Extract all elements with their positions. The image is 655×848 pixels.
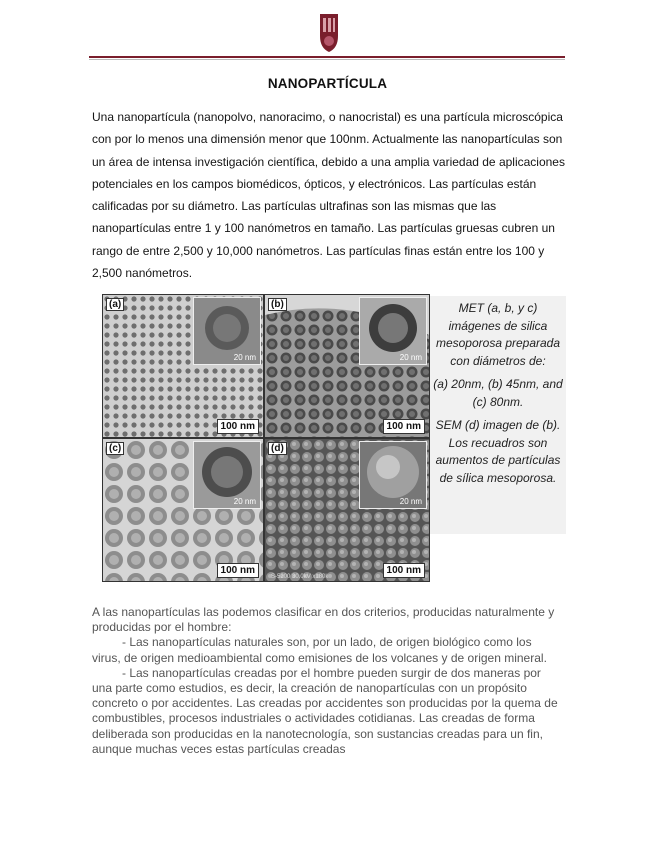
caption-line-2: (a) 20nm, (b) 45nm, and (c) 80nm. [433,377,563,409]
panel-c-scale-bar: 100 nm [217,563,259,578]
panel-c-label: (c) [106,442,124,455]
panel-d [264,438,430,582]
institution-crest-icon [316,12,342,54]
page-title: NANOPARTÍCULA [267,76,388,91]
caption-line-1: MET (a, b, y c) imágenes de silica mesoporosa preparada con diámetros de: [435,301,561,368]
manmade-nanoparticles-item: - Las nanopartículas creadas por el hombre pueden surgir de dos maneras por una parte como estudios, es decir, la creación de nanopartículas con un propósito concreto o por accidentes. Las creadas por accidentes son producidas por la quema de combustibles, procesos industriales o actividades cotidianas. Las creadas de forma deliberada son producidas en la nanotecnología, son sustancias creadas para un fin, aunque muchas veces estas partículas creadas [92,665,558,756]
header-rule-thin [89,59,565,60]
panel-c [102,438,264,582]
classification-intro: A las nanopartículas las podemos clasificar en dos criterios, producidas naturalmente y producidas por el hombre: [92,605,555,635]
panel-b [264,294,430,438]
panel-d-label: (d) [268,442,287,455]
natural-nanoparticles-item: - Las nanopartículas naturales son, por un lado, de origen biológico como los virus, de origen medioambiental como emisiones de los volcanes y de origen mineral. [92,635,547,665]
panel-c-inset [193,441,261,509]
panel-a-inset-scale: 20 nm [233,353,256,362]
panel-a-label: (a) [106,298,124,311]
panel-b-inset-scale: 20 nm [399,353,422,362]
panel-a-inset [193,297,261,365]
classification-section [92,605,562,757]
header-rule [89,56,565,58]
panel-d-instrument-text: S-5200 30.0kV x180k [271,574,329,580]
caption-line-3: SEM (d) imagen de (b). Los recuadros son aumentos de partículas de sílica mesoporosa. [435,418,561,485]
figure-caption [430,296,566,534]
panel-d-scale-bar: 100 nm [383,563,425,578]
micrograph-figure [102,294,428,581]
panel-d-inset-scale: 20 nm [399,497,422,506]
panel-a [102,294,264,438]
panel-b-inset [359,297,427,365]
panel-b-scale-bar: 100 nm [383,419,425,434]
panel-a-scale-bar: 100 nm [217,419,259,434]
intro-paragraph: Una nanopartícula (nanopolvo, nanoracimo, o nanocristal) es una partícula microscópica con por lo menos una dimensión menor que 100nm. Actualmente las nanopartículas son un área de intensa investigación científica, debido a una amplia variedad de aplicaciones potenciales en los campos biomédicos, ópticos, y electrónicos. Las partículas están calificadas por su diámetro. Las partículas ultrafinas son las mismas que las nanopartículas entre 1 y 100 nanómetros en tamaño. Las partículas gruesas cubren un rango de entre 2,500 y 10,000 nanómetros. Las partículas finas están entre los 100 y 2,500 nanómetros. [92,110,565,281]
panel-d-inset [359,441,427,509]
panel-b-label: (b) [268,298,287,311]
panel-c-inset-scale: 20 nm [233,497,256,506]
